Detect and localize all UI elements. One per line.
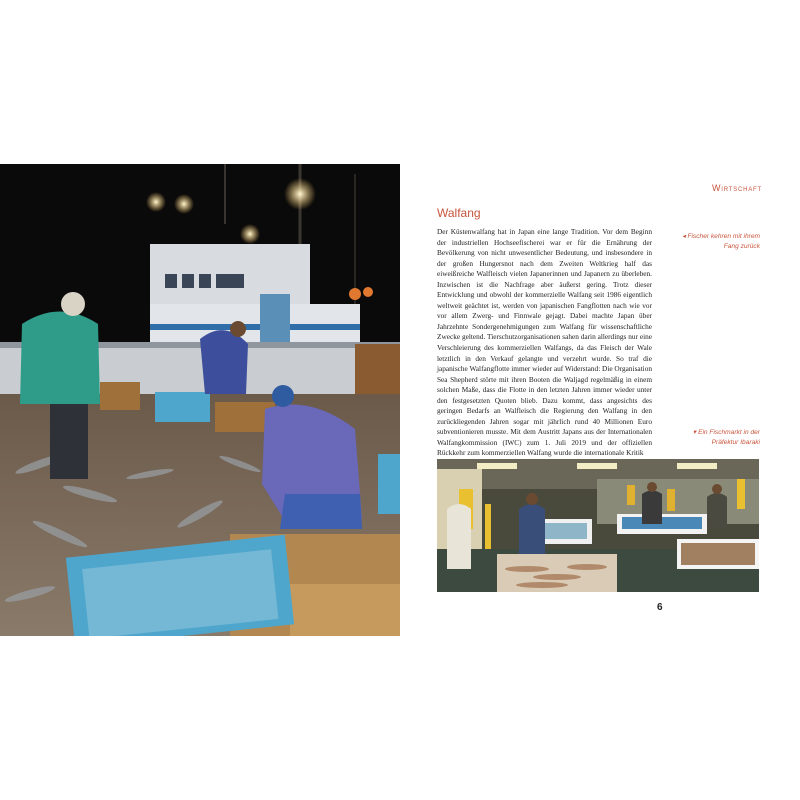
caption-fishermen: ◂ Fischer kehren mit ihrem Fang zurück — [682, 233, 760, 250]
harbour-photo — [0, 164, 400, 636]
fish-market-photo — [437, 459, 759, 592]
running-head: Wirtschaft — [711, 183, 762, 193]
fish-market-illustration — [437, 459, 759, 592]
body-text: Der Küstenwalfang hat in Japan eine lange Tradition. Vor dem Beginn der industriellen Hochseefischerei war er für die Ernährung der Bevölkerung von nicht unwesentlicher Bedeutung, und insbesondere in der großen Hungersnot nach dem Zweiten Weltkrieg half das eiweißreiche Walfleisch vielen Japanerinnen und Japanern zu überleben. Inzwischen ist die Nachfrage aber äußerst gering. Trotz dieser Entwicklung und obwohl der kommerzielle Walfang seit 1986 eigentlich weltweit geächtet ist, werden von japanischen Fangflotten nach wie vor vor allem Zwerg- und Finnwale gejagt. Dabei machte Japan über Jahrzehnte Sondergenehmigungen zum Walfang für wissenschaftliche Zwecke geltend. Tierschutzorganisationen sahen darin allerdings nur eine Verschleierung des kommerziellen Walfangs, da das Fleisch der Wale letztlich in den Verkauf gelangte und verzehrt wurde. So traf die japanische Walfangflotte immer wieder auf Widerstand: Die Organisation Sea Shepherd störte mit ihren Booten die Waljagd regelmäßig in einem solchen Maße, dass die Flotte in den letzten Jahren immer wieder unter den festgesetzten Quoten blieb. Dazu kommt, dass angesichts des geringen Bedarfs an Walfleisch die Regierung den Walfang in den zurückliegenden Jahren sogar mit jährlich rund 40 Millionen Euro subventionieren musste. Mit dem Austritt Japans aus der Internationalen Walfangkommission (IWC) zum 1. Juli 2019 und der offiziellen Rückkehr zum kommerziellen Walfang wurde die internationale Kritik — [437, 227, 652, 458]
right-page — [400, 164, 800, 636]
page-number: 6 — [657, 602, 663, 613]
section-title: Walfang — [437, 206, 481, 220]
harbour-photo-illustration — [0, 164, 400, 636]
caption-fish-market: ▾ Ein Fischmarkt in der Präfektur Ibaraki — [692, 429, 760, 446]
